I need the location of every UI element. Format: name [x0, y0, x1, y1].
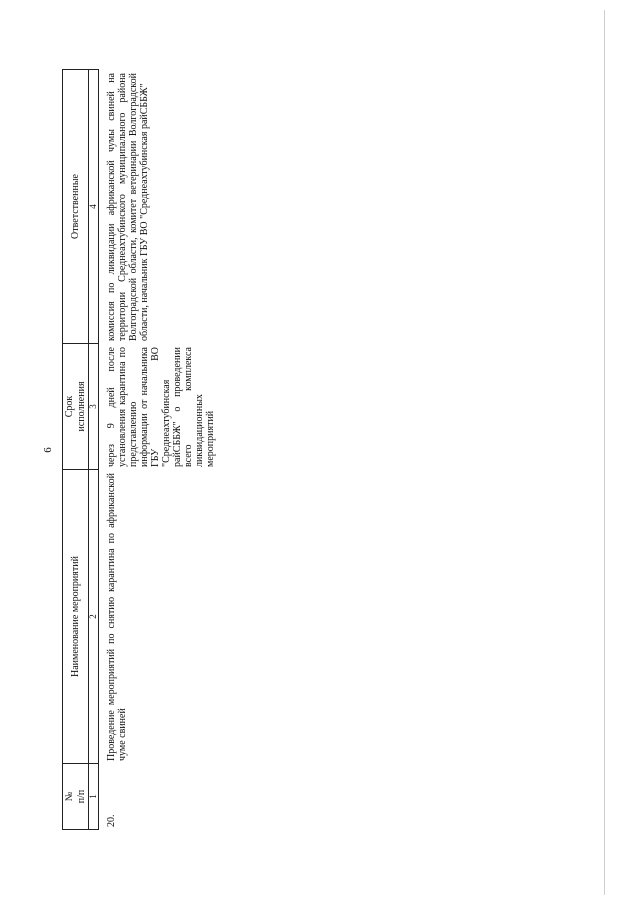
table-body — [104, 70, 218, 830]
header-num: № п/п — [63, 764, 89, 830]
rotated-page — [24, 70, 234, 830]
header-deadline: Срок исполнения — [63, 344, 89, 470]
header-name: Наименование мероприятий — [63, 470, 89, 764]
column-number: 1 — [89, 764, 99, 830]
row-responsible: комиссия по ликвидации африканской чумы свиней на территории Среднеахтубинского муниципального района Волгоградской области, комитет ветеринарии Волгоградской области, начальник ГБУ ВО "Среднеахтубинская райСББЖ" — [106, 73, 150, 341]
table-header — [62, 69, 99, 830]
page-edge-line — [604, 10, 605, 895]
column-number: 4 — [89, 70, 99, 344]
header-responsible: Ответственные — [63, 70, 89, 344]
row-num: 20. — [106, 814, 117, 827]
page-number: 6 — [42, 447, 54, 453]
row-deadline: через 9 дней после установления карантина по представлению информации от начальника ГБУ ВО "Среднеахтубинская райСББЖ" о проведении всего комплекса ликвидационных мероприятий — [106, 347, 216, 467]
row-name: Проведение мероприятий по снятию карантина по африканской чуме свиней — [106, 473, 128, 761]
column-number: 3 — [89, 344, 99, 470]
column-number: 2 — [89, 470, 99, 764]
table-row — [104, 70, 218, 830]
